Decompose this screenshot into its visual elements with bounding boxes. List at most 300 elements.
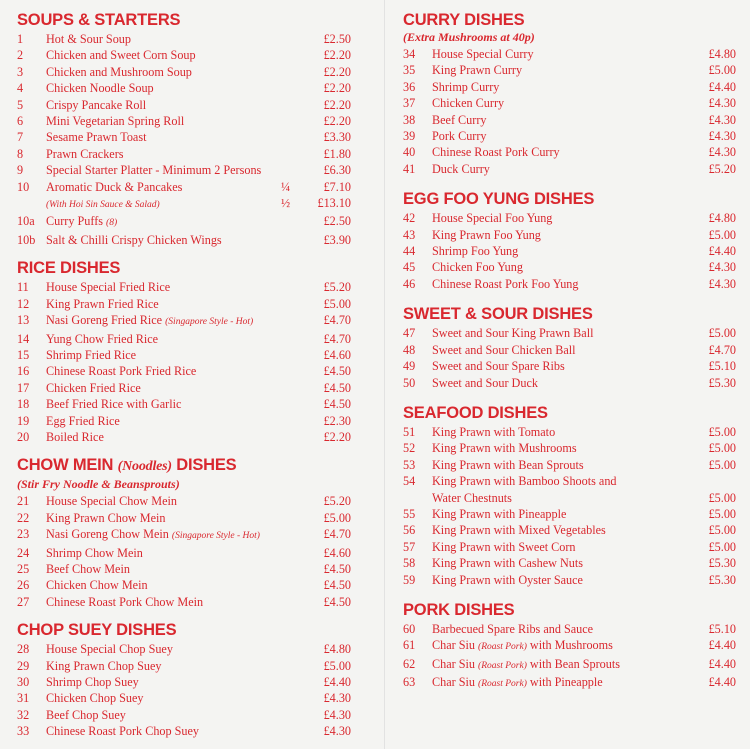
menu-item <box>403 637 736 655</box>
menu-item <box>403 276 736 292</box>
item-name-cell <box>432 572 692 588</box>
menu-section-sweet-and-sour-dishes <box>403 304 736 391</box>
item-number: 59 <box>403 572 416 587</box>
item-price: £2.30 <box>323 413 351 428</box>
item-name: House Special Foo Yung <box>432 211 553 226</box>
item-portion <box>281 162 307 178</box>
menu-item <box>17 64 351 80</box>
item-number: 9 <box>17 163 24 178</box>
item-portion: ¼ <box>281 179 291 194</box>
item-number: 44 <box>403 244 416 259</box>
item-price: £2.50 <box>323 214 351 229</box>
item-name: King Prawn Curry <box>432 63 523 78</box>
item-portion <box>281 113 307 129</box>
item-name: King Prawn with Cashew Nuts <box>432 556 583 571</box>
item-price: £5.00 <box>708 424 736 439</box>
item-name: Char Siu <box>432 638 475 653</box>
item-name-cell <box>432 210 692 226</box>
item-name-cell <box>432 506 692 522</box>
item-name-cell <box>432 325 692 341</box>
item-name: Chicken Curry <box>432 96 505 111</box>
item-price: £5.30 <box>708 375 736 390</box>
item-price: £4.50 <box>323 364 351 379</box>
item-portion <box>281 97 307 113</box>
item-name: Shrimp Curry <box>432 79 500 94</box>
item-name: King Prawn Chow Mein <box>46 510 166 525</box>
menu-item <box>17 213 351 231</box>
item-price: £4.30 <box>708 129 736 144</box>
item-name-cell <box>46 690 281 706</box>
item-price: £5.00 <box>708 227 736 242</box>
item-price: £5.30 <box>708 556 736 571</box>
menu-item <box>17 47 351 63</box>
menu-section-seafood-dishes <box>403 403 736 588</box>
item-price: £4.30 <box>708 112 736 127</box>
item-portion <box>281 129 307 145</box>
item-number: 4 <box>17 81 24 96</box>
section-title <box>17 455 351 477</box>
item-name: Hot & Sour Soup <box>46 32 131 46</box>
menu-item <box>17 641 351 657</box>
item-name: King Prawn with Bamboo Shoots and <box>432 474 617 489</box>
item-price: £5.00 <box>708 326 736 341</box>
item-name-cell <box>46 179 281 195</box>
item-name: Chinese Roast Pork Chow Mein <box>46 594 204 609</box>
item-price: £5.00 <box>708 63 736 78</box>
item-number: 45 <box>403 260 416 275</box>
item-name: Chicken Fried Rice <box>46 380 141 395</box>
menu-item <box>17 146 351 162</box>
item-number: 18 <box>17 397 30 412</box>
item-price: £5.10 <box>708 621 736 636</box>
menu-item <box>403 674 736 692</box>
item-price: £4.30 <box>323 707 351 722</box>
item-note: (Roast Pork) <box>478 660 527 671</box>
item-name: Yung Chow Fried Rice <box>46 331 159 346</box>
section-title <box>17 620 351 640</box>
item-name: Beef Fried Rice with Garlic <box>46 397 182 412</box>
menu-item <box>403 506 736 522</box>
item-name-cell <box>432 95 692 111</box>
item-number: 3 <box>17 64 24 79</box>
item-price: £4.30 <box>323 691 351 706</box>
menu-item <box>17 561 351 577</box>
item-name: Special Starter Platter - Minimum 2 Persons <box>46 163 262 178</box>
item-name: Salt & Chilli Crispy Chicken Wings <box>46 232 222 247</box>
item-number: 58 <box>403 556 416 571</box>
item-name: Chicken Chop Suey <box>46 691 144 706</box>
item-note: (Singapore Style - Hot) <box>171 531 260 542</box>
menu-item <box>403 325 736 341</box>
item-price: £7.10 <box>323 179 351 194</box>
item-number: 34 <box>403 47 416 61</box>
item-number: 38 <box>403 112 416 127</box>
section-title-text: EGG FOO YUNG DISHES <box>403 190 595 209</box>
item-price: £4.50 <box>323 578 351 593</box>
menu-item <box>17 545 351 561</box>
menu-item <box>17 429 351 445</box>
item-name-cell <box>432 342 692 358</box>
item-name-cell <box>46 296 281 312</box>
item-number: 20 <box>17 429 30 444</box>
menu-item <box>403 457 736 473</box>
item-name: King Prawn with Pineapple <box>432 506 567 521</box>
item-name-cell <box>432 144 692 160</box>
menu-item <box>403 440 736 456</box>
section-title-text: SEAFOOD DISHES <box>403 403 548 422</box>
item-name-cell <box>46 363 281 379</box>
item-number: 41 <box>403 161 416 176</box>
item-name: Barbecued Spare Ribs and Sauce <box>432 621 594 636</box>
item-number: 39 <box>403 129 416 144</box>
item-name: King Prawn with Oyster Sauce <box>432 572 583 587</box>
item-name-cell <box>432 637 692 655</box>
item-name-cell <box>432 621 692 637</box>
item-number: 55 <box>403 506 416 521</box>
item-portion <box>281 312 307 330</box>
item-portion <box>281 723 307 739</box>
menu-item <box>403 358 736 374</box>
item-price: £4.80 <box>323 642 351 657</box>
item-number: 5 <box>17 97 24 112</box>
item-number: 15 <box>17 347 30 362</box>
item-portion <box>281 380 307 396</box>
item-number <box>17 195 46 213</box>
item-note: (Roast Pork) <box>478 679 527 690</box>
item-number: 48 <box>403 342 416 357</box>
menu-item <box>17 80 351 96</box>
section-title-text: RICE DISHES <box>17 259 121 278</box>
menu-item <box>17 396 351 412</box>
item-price: £2.50 <box>323 32 351 46</box>
item-price: £4.70 <box>708 342 736 357</box>
item-price: £5.00 <box>323 296 351 311</box>
menu-item <box>403 161 736 177</box>
item-portion <box>281 510 307 526</box>
item-number: 30 <box>17 675 30 689</box>
item-price: £4.40 <box>323 675 351 689</box>
item-price: £1.80 <box>323 146 351 161</box>
item-name-cell <box>46 526 281 544</box>
item-name: King Prawn with Bean Sprouts <box>432 457 584 472</box>
page-fold-divider <box>384 0 385 749</box>
item-number: 36 <box>403 79 416 94</box>
item-name: Nasi Goreng Chow Mein <box>46 527 169 542</box>
item-name: King Prawn with Tomato <box>432 424 556 439</box>
menu-item <box>17 707 351 723</box>
menu-item <box>17 347 351 363</box>
section-subtitle: (Extra Mushrooms at 40p) <box>403 30 535 44</box>
menu-item <box>17 279 351 295</box>
menu-item <box>17 195 351 213</box>
item-name: Chicken and Mushroom Soup <box>46 64 192 79</box>
item-price: £2.20 <box>323 429 351 444</box>
item-number: 7 <box>17 130 24 145</box>
item-portion <box>281 577 307 593</box>
item-name: Aromatic Duck & Pancakes <box>46 179 183 194</box>
item-number: 46 <box>403 276 416 291</box>
item-number: 31 <box>17 691 30 706</box>
menu-item <box>403 46 736 62</box>
item-name: Nasi Goreng Fried Rice <box>46 313 163 328</box>
item-number: 33 <box>17 724 30 739</box>
item-name-cell <box>432 358 692 374</box>
item-name-cell <box>432 62 692 78</box>
item-number: 17 <box>17 380 30 395</box>
menu-item <box>403 144 736 160</box>
menu-item <box>17 658 351 674</box>
item-price: £5.00 <box>708 441 736 456</box>
menu-item <box>17 493 351 509</box>
item-price: £5.30 <box>708 572 736 587</box>
item-name-cell <box>46 80 281 96</box>
item-name-cell <box>432 656 692 674</box>
item-name-cell <box>46 545 281 561</box>
item-name: Sweet and Sour Spare Ribs <box>432 359 565 374</box>
menu-item <box>403 342 736 358</box>
item-name-cell <box>46 674 281 690</box>
menu-item <box>403 210 736 226</box>
section-title <box>403 403 736 423</box>
menu-item <box>403 227 736 243</box>
item-name-cell <box>432 440 692 456</box>
item-name-cell <box>46 113 281 129</box>
item-name: House Special Curry <box>432 47 534 61</box>
menu-item <box>17 510 351 526</box>
item-price: £6.30 <box>323 163 351 178</box>
menu-item <box>403 490 736 506</box>
item-name-cell <box>46 380 281 396</box>
item-number: 53 <box>403 457 416 472</box>
section-title <box>17 258 351 278</box>
item-name-cell <box>46 64 281 80</box>
item-name-cell <box>46 429 281 445</box>
item-name-cell <box>432 674 692 692</box>
menu-item <box>403 79 736 95</box>
item-portion <box>281 526 307 544</box>
item-name-cell <box>432 79 692 95</box>
section-title <box>403 600 736 620</box>
item-name: Chicken Chow Mein <box>46 578 148 593</box>
menu-item <box>403 375 736 391</box>
item-name: Shrimp Chop Suey <box>46 675 139 689</box>
item-number: 10a <box>17 214 35 229</box>
item-name: Chinese Roast Pork Fried Rice <box>46 364 197 379</box>
item-name: Chinese Roast Pork Curry <box>432 145 560 160</box>
item-price: £4.70 <box>323 527 351 542</box>
item-name: King Prawn with Mixed Vegetables <box>432 523 606 538</box>
menu-item <box>17 363 351 379</box>
item-portion <box>281 658 307 674</box>
item-price: £4.50 <box>323 594 351 609</box>
menu-item <box>17 162 351 178</box>
item-name: King Prawn Foo Yung <box>432 227 541 242</box>
menu-item <box>403 539 736 555</box>
item-price: £5.00 <box>708 457 736 472</box>
item-name: Char Siu <box>432 675 475 690</box>
item-number: 24 <box>17 545 30 560</box>
item-number: 10b <box>17 232 36 247</box>
item-note: (Singapore Style - Hot) <box>165 317 254 328</box>
menu-item <box>17 674 351 690</box>
item-number: 23 <box>17 527 30 542</box>
item-price: £4.80 <box>708 47 736 61</box>
item-price: £5.00 <box>708 539 736 554</box>
item-number: 22 <box>17 510 30 525</box>
item-name: Mini Vegetarian Spring Roll <box>46 114 185 129</box>
item-name: Chinese Roast Pork Foo Yung <box>432 276 579 291</box>
item-name: House Special Chow Mein <box>46 494 177 509</box>
item-price: £4.30 <box>708 276 736 291</box>
item-number: 29 <box>17 658 30 673</box>
section-title <box>403 10 736 30</box>
menu-section-chow-mein <box>17 455 351 610</box>
item-price: £5.00 <box>323 510 351 525</box>
item-price: £2.20 <box>323 97 351 112</box>
item-portion <box>281 80 307 96</box>
item-number: 61 <box>403 638 416 653</box>
item-name-cell <box>432 46 692 62</box>
item-name-cell <box>46 396 281 412</box>
item-name-cell <box>46 162 281 178</box>
menu-item <box>17 413 351 429</box>
item-name-cell <box>46 561 281 577</box>
section-title <box>17 10 351 30</box>
item-price: £2.20 <box>323 48 351 63</box>
item-portion <box>281 561 307 577</box>
item-portion <box>281 641 307 657</box>
item-number <box>403 490 432 506</box>
section-subtitle: (Stir Fry Noodle & Beansprouts) <box>17 477 180 492</box>
item-name-cell <box>432 259 692 275</box>
item-name-cell <box>46 146 281 162</box>
item-price: £5.20 <box>323 494 351 509</box>
item-portion <box>281 213 307 231</box>
menu-section-chop-suey-dishes <box>17 620 351 739</box>
item-name: Prawn Crackers <box>46 146 124 161</box>
item-name-cell <box>46 213 281 231</box>
menu-item <box>403 555 736 571</box>
item-number: 12 <box>17 296 30 311</box>
item-name-cell <box>46 331 281 347</box>
item-number: 49 <box>403 359 416 374</box>
item-name-cell <box>46 31 281 47</box>
item-name: Shrimp Chow Mein <box>46 545 143 560</box>
item-price: £4.70 <box>323 313 351 328</box>
item-name: King Prawn with Sweet Corn <box>432 539 576 554</box>
item-portion <box>281 64 307 80</box>
item-name-cell <box>46 641 281 657</box>
item-name: Curry Puffs <box>46 214 103 229</box>
item-number: 40 <box>403 145 416 160</box>
menu-item <box>403 522 736 538</box>
item-name-cell <box>432 375 692 391</box>
item-name-cell <box>46 577 281 593</box>
section-title-suffix: DISHES <box>176 456 237 475</box>
item-name: Chicken Foo Yung <box>432 260 523 275</box>
item-price: £3.30 <box>323 130 351 145</box>
section-title <box>403 189 736 209</box>
item-name: Crispy Pancake Roll <box>46 97 147 112</box>
menu-item <box>17 312 351 330</box>
menu-item <box>403 62 736 78</box>
item-name: House Special Chop Suey <box>46 642 173 657</box>
item-name-cell <box>432 522 692 538</box>
menu-item <box>17 690 351 706</box>
menu-item <box>17 232 351 248</box>
item-portion <box>281 31 307 47</box>
item-portion <box>281 47 307 63</box>
item-name: Shrimp Foo Yung <box>432 244 519 259</box>
item-number: 21 <box>17 494 30 509</box>
menu-item <box>17 723 351 739</box>
item-name-cell <box>432 112 692 128</box>
item-price: £5.00 <box>708 523 736 538</box>
item-portion <box>281 594 307 610</box>
item-note: (With Hoi Sin Sauce & Salad) <box>46 200 160 211</box>
item-name-cell <box>46 594 281 610</box>
item-price: £2.20 <box>323 114 351 129</box>
item-number: 37 <box>403 96 416 111</box>
item-number: 19 <box>17 413 30 428</box>
item-name-cell <box>46 129 281 145</box>
item-portion <box>281 413 307 429</box>
item-name-after: with Bean Sprouts <box>529 656 620 671</box>
item-price: £4.30 <box>323 724 351 739</box>
menu-item <box>403 128 736 144</box>
item-name: Duck Curry <box>432 161 490 176</box>
item-name: Beef Chop Suey <box>46 707 126 722</box>
item-name-cell <box>432 243 692 259</box>
item-name-cell <box>432 473 692 489</box>
item-name: Char Siu <box>432 656 475 671</box>
item-name-cell <box>432 490 692 506</box>
item-price: £4.50 <box>323 380 351 395</box>
item-price: £4.30 <box>708 96 736 111</box>
item-name: House Special Fried Rice <box>46 280 171 295</box>
menu-item <box>403 572 736 588</box>
item-price: £13.10 <box>317 196 351 211</box>
item-name-cell <box>46 510 281 526</box>
item-number: 43 <box>403 227 416 242</box>
item-name: King Prawn with Mushrooms <box>432 441 577 456</box>
item-name: Boiled Rice <box>46 429 104 444</box>
section-title-text: CHOP SUEY DISHES <box>17 621 177 640</box>
item-price: £4.60 <box>323 347 351 362</box>
item-name-cell <box>46 279 281 295</box>
item-portion <box>281 146 307 162</box>
item-price: £4.50 <box>323 561 351 576</box>
item-number: 57 <box>403 539 416 554</box>
item-name-cell <box>432 539 692 555</box>
item-number: 42 <box>403 211 416 226</box>
item-portion <box>281 707 307 723</box>
item-price: £4.40 <box>708 79 736 94</box>
item-number: 26 <box>17 578 30 593</box>
menu-item <box>17 129 351 145</box>
item-portion <box>281 296 307 312</box>
item-number: 25 <box>17 561 30 576</box>
item-number: 56 <box>403 523 416 538</box>
item-note: (Roast Pork) <box>478 642 527 653</box>
menu-item <box>403 112 736 128</box>
item-name: Sweet and Sour King Prawn Ball <box>432 326 594 341</box>
item-portion <box>281 232 307 248</box>
item-price: £4.30 <box>708 260 736 275</box>
item-name: Beef Curry <box>432 112 487 127</box>
item-name-cell <box>46 195 281 213</box>
item-number: 28 <box>17 642 30 657</box>
